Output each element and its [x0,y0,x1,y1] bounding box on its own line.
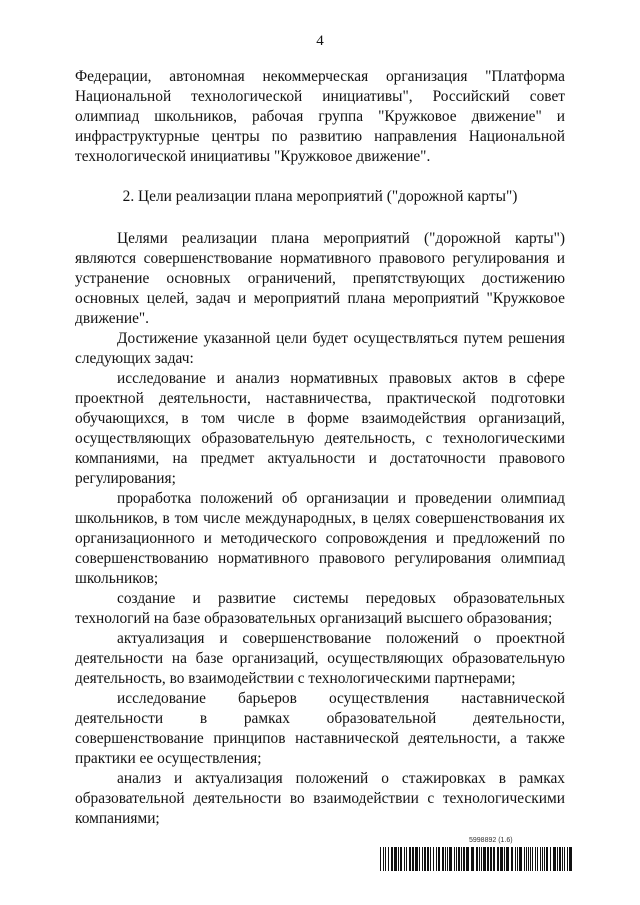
list-item: исследование барьеров осуществления наставнической деятельности в рамках образовательной деятельности, совершенствование принципов наставнической деятельности, а также практики ее осуществления; [75,690,565,767]
list-item: актуализация и совершенствование положений о проектной деятельности на базе организаций, осуществляющих образовательную деятельность, во взаимодействии с технологическими партнерами; [75,630,565,687]
paragraph: Целями реализации плана мероприятий ("дорожной карты") являются совершенствование нормативного правового регулирования и устранение основных ограничений, препятствующих достижению основных целей, задач и мероприятий плана мероприятий "Кружковое движение". [75,230,565,327]
paragraph: Достижение указанной цели будет осуществляться путем решения следующих задач: [75,330,565,367]
list-item: исследование и анализ нормативных правовых актов в сфере проектной деятельности, наставничества, практической подготовки обучающихся, в том числе в форме взаимодействия организаций, осуществляющих образовательную деятельность, с технологическими компаниями, на предмет актуальности и достаточности правового регулирования; [75,370,565,487]
list-item: проработка положений об организации и проведении олимпиад школьников, в том числе международных, в целях совершенствования их организационного и методического сопровождения и предложений по совершенствованию нормативного правового регулирования олимпиад школьников; [75,490,565,587]
list-item: создание и развитие системы передовых образовательных технологий на базе образовательных организаций высшего образования; [75,590,565,627]
section-heading: 2. Цели реализации плана мероприятий ("дорожной карты") [122,188,518,205]
barcode-icon [380,847,572,871]
page-number: 4 [316,33,324,49]
document-body [75,67,565,829]
continuation-paragraph: Федерации, автономная некоммерческая организация "Платформа Национальной технологической инициативы", Российский совет олимпиад школьников, рабочая группа "Кружковое движение" и инфраструктурные центры по развитию направления Национальной технологической инициативы "Кружковое движение". [75,68,565,165]
list-item: анализ и актуализация положений о стажировках в рамках образовательной деятельности во взаимодействии с технологическими компаниями; [75,770,565,827]
document-code: 5998892 (1.6) [469,837,513,844]
